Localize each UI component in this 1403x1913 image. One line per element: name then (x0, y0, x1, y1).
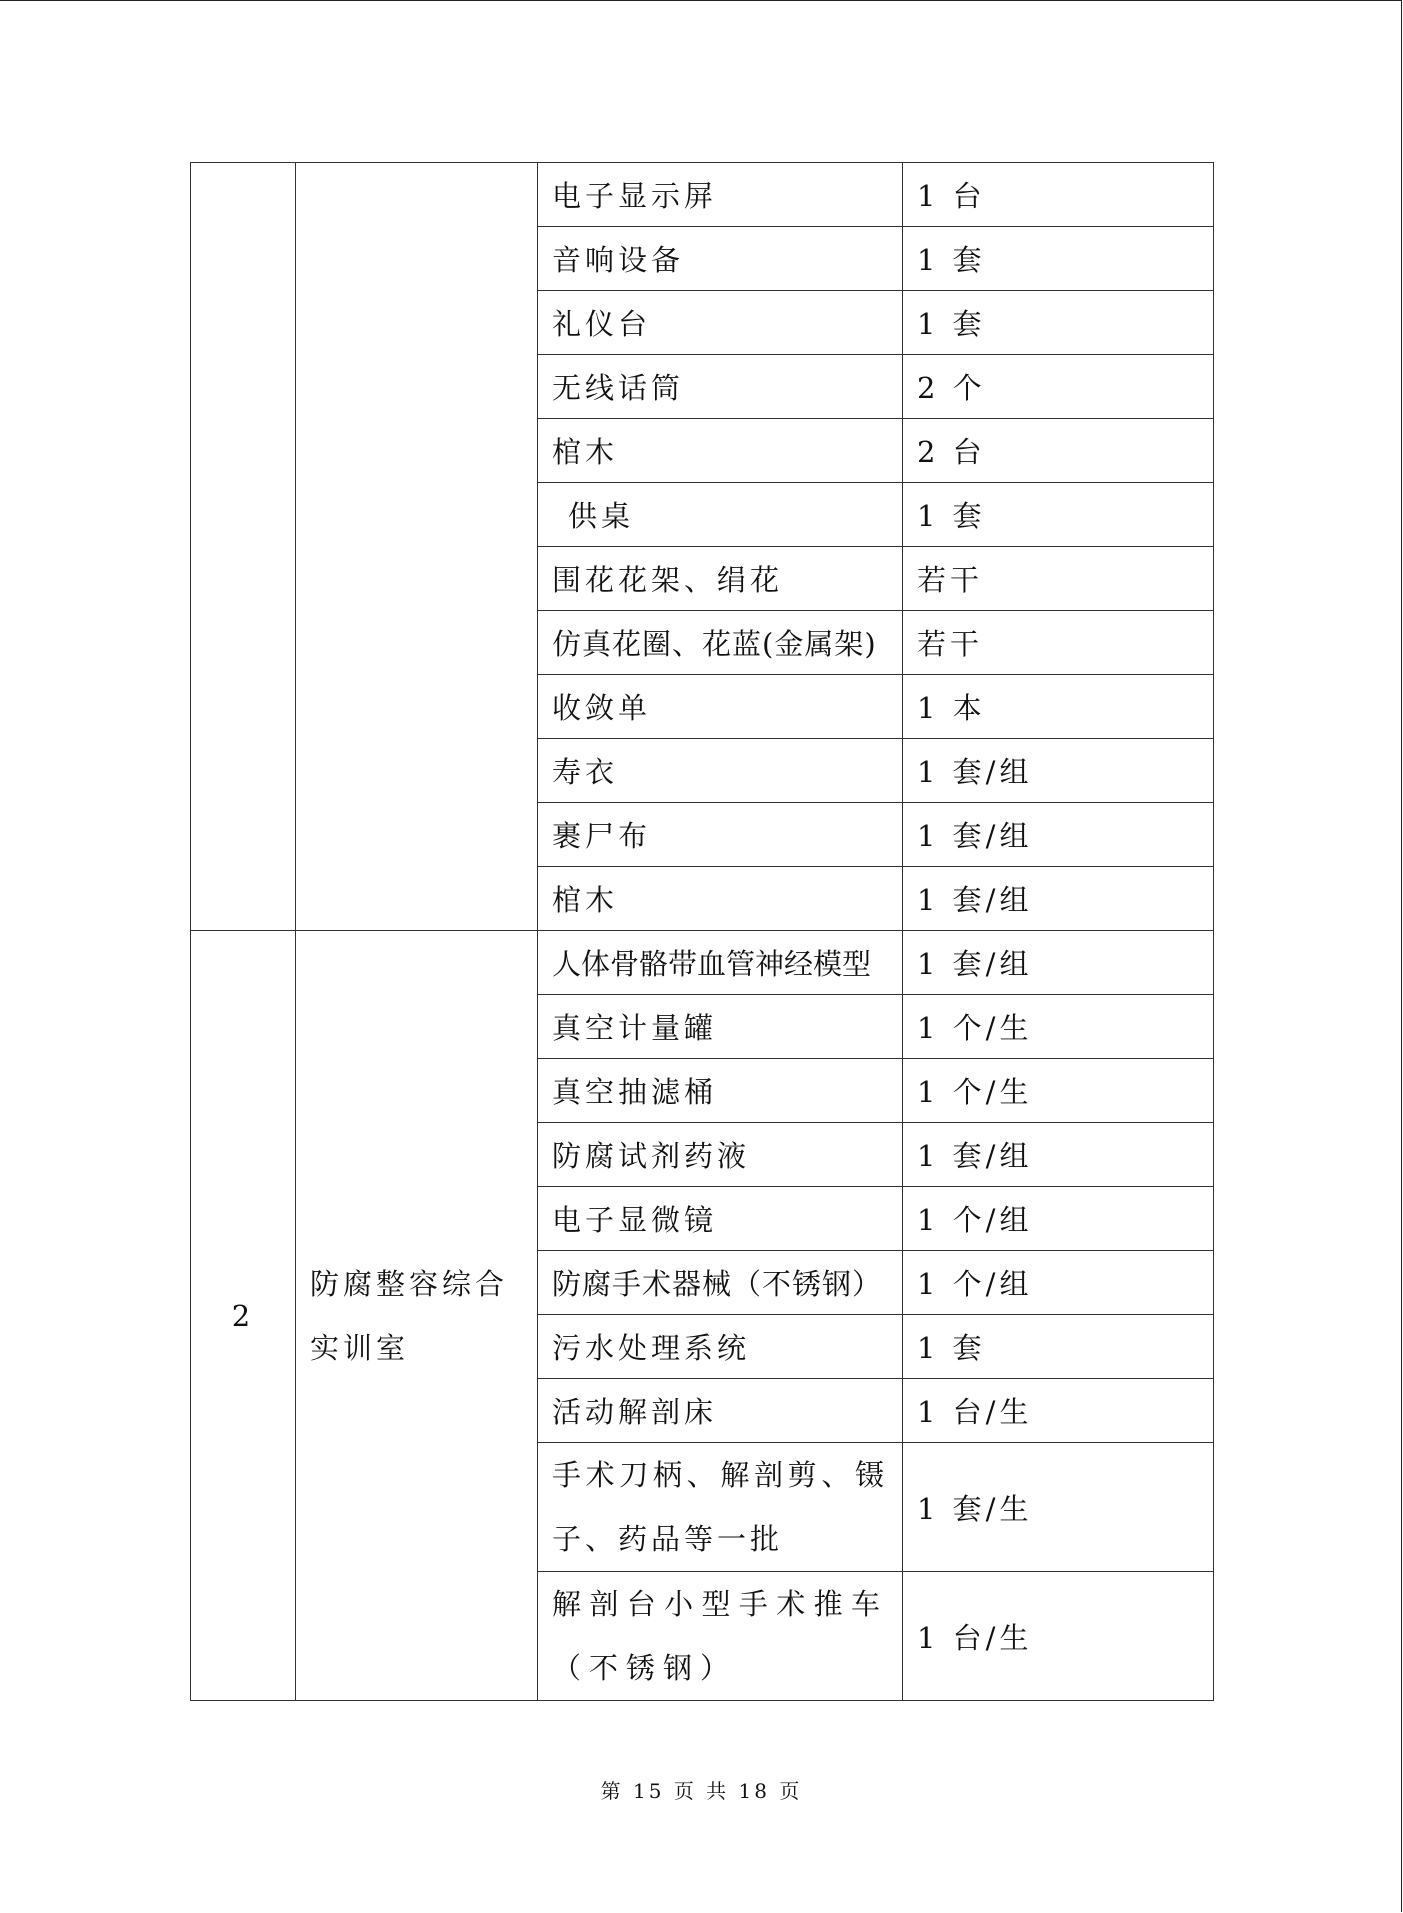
item-quantity: 1 套/生 (903, 1443, 1214, 1572)
item-name: 防腐手术器械（不锈钢） (538, 1251, 903, 1315)
item-quantity: 1 个/生 (903, 995, 1214, 1059)
room-name-cell (296, 163, 538, 931)
item-quantity: 1 套/组 (903, 1123, 1214, 1187)
item-name: 棺木 (538, 867, 903, 931)
item-quantity: 1 套 (903, 227, 1214, 291)
item-quantity: 1 个/组 (903, 1187, 1214, 1251)
item-name: 电子显示屏 (538, 163, 903, 227)
item-name: 真空计量罐 (538, 995, 903, 1059)
item-name: 无线话筒 (538, 355, 903, 419)
item-quantity: 1 台/生 (903, 1379, 1214, 1443)
item-name: 音响设备 (538, 227, 903, 291)
item-quantity: 1 套 (903, 291, 1214, 355)
item-name: 人体骨骼带血管神经模型 (538, 931, 903, 995)
item-name: 活动解剖床 (538, 1379, 903, 1443)
page-number-footer: 第 15 页 共 18 页 (600, 1779, 803, 1803)
item-quantity: 2 台 (903, 419, 1214, 483)
row-number-cell (191, 163, 296, 931)
item-name: 供桌 (538, 483, 903, 547)
row-number-cell: 2 (191, 931, 296, 1701)
item-quantity: 若干 (903, 547, 1214, 611)
item-quantity: 1 套/组 (903, 803, 1214, 867)
item-quantity: 1 套/组 (903, 867, 1214, 931)
item-name: 手术刀柄、解剖剪、镊子、药品等一批 (538, 1443, 903, 1572)
item-quantity: 1 本 (903, 675, 1214, 739)
item-quantity: 若干 (903, 611, 1214, 675)
table-row (191, 931, 1214, 995)
item-name: 防腐试剂药液 (538, 1123, 903, 1187)
item-name: 电子显微镜 (538, 1187, 903, 1251)
item-quantity: 1 套/组 (903, 931, 1214, 995)
item-name: 解剖台小型手术推车（不锈钢） (538, 1572, 903, 1701)
item-name: 礼仪台 (538, 291, 903, 355)
table-row (191, 163, 1214, 227)
item-quantity: 1 套 (903, 483, 1214, 547)
item-quantity: 1 个/组 (903, 1251, 1214, 1315)
item-quantity: 1 套 (903, 1315, 1214, 1379)
item-name: 收敛单 (538, 675, 903, 739)
item-name: 真空抽滤桶 (538, 1059, 903, 1123)
item-quantity: 2 个 (903, 355, 1214, 419)
item-name: 棺木 (538, 419, 903, 483)
item-name: 寿衣 (538, 739, 903, 803)
item-quantity: 1 套/组 (903, 739, 1214, 803)
item-quantity: 1 台/生 (903, 1572, 1214, 1701)
item-name: 裹尸布 (538, 803, 903, 867)
item-name: 仿真花圈、花蓝(金属架) (538, 611, 903, 675)
room-name-cell: 防腐整容综合实训室 (296, 931, 538, 1701)
item-quantity: 1 台 (903, 163, 1214, 227)
item-quantity: 1 个/生 (903, 1059, 1214, 1123)
item-name: 污水处理系统 (538, 1315, 903, 1379)
item-name: 围花花架、绢花 (538, 547, 903, 611)
equipment-table (190, 162, 1214, 1701)
